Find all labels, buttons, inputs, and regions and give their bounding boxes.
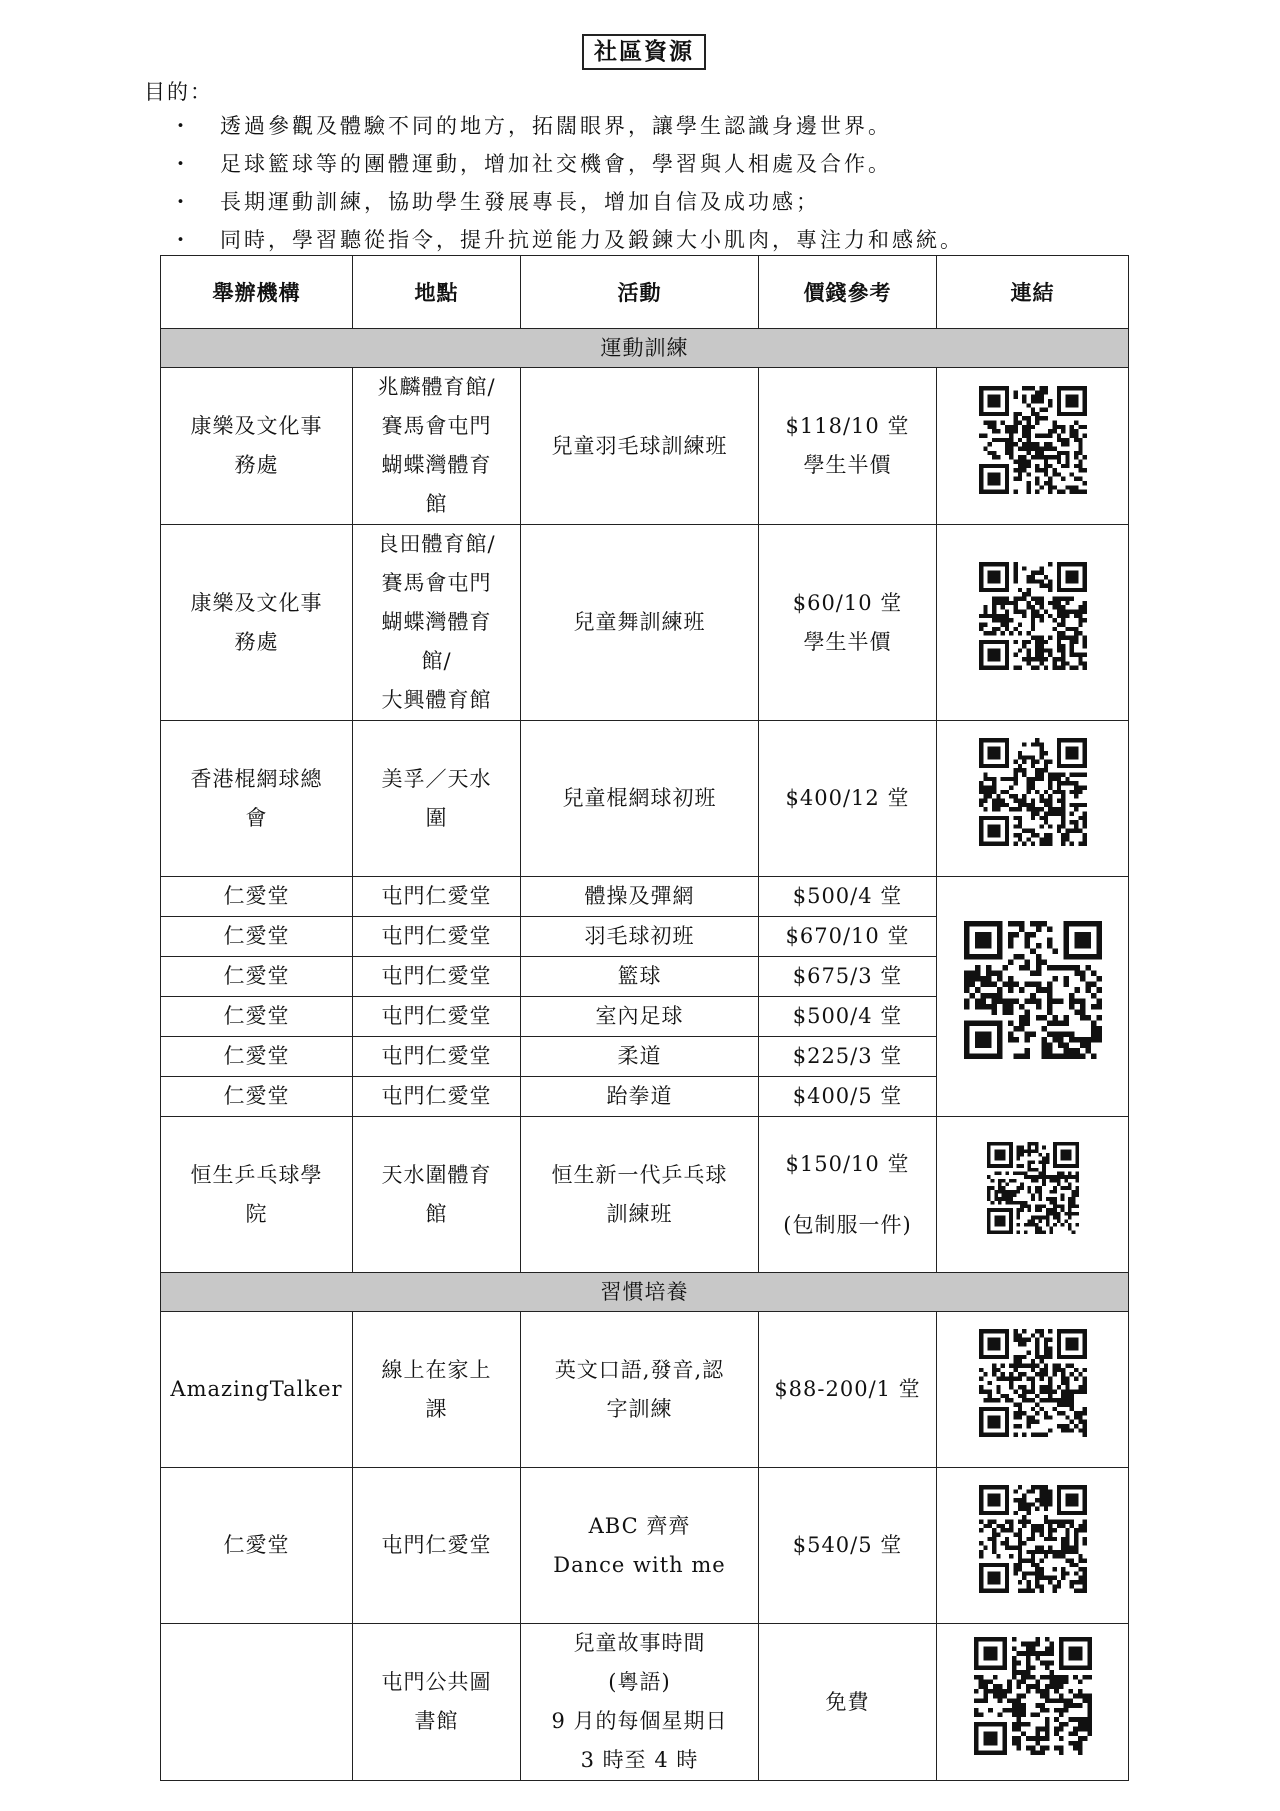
org-cell: 仁愛堂 — [161, 877, 353, 917]
section-habits: 習慣培養 — [161, 1273, 1129, 1312]
activity-cell: 兒童故事時間 (粵語) 9 月的每個星期日 3 時至 4 時 — [521, 1624, 759, 1781]
place-cell: 美孚／天水 圍 — [353, 721, 521, 877]
price-cell: 免費 — [759, 1624, 937, 1781]
price-cell: $400/12 堂 — [759, 721, 937, 877]
qr-code-icon[interactable] — [979, 386, 1087, 494]
section-sports: 運動訓練 — [161, 329, 1129, 368]
price-cell: $675/3 堂 — [759, 957, 937, 997]
org-cell: 仁愛堂 — [161, 1468, 353, 1624]
activity-cell: 室內足球 — [521, 997, 759, 1037]
place-cell: 線上在家上 課 — [353, 1312, 521, 1468]
header-link: 連結 — [937, 256, 1129, 329]
section-row — [161, 1273, 1129, 1312]
activity-cell: 恒生新一代乒乓球 訓練班 — [521, 1117, 759, 1273]
org-cell: 康樂及文化事 務處 — [161, 368, 353, 525]
table-row — [161, 877, 1129, 917]
org-cell: 康樂及文化事 務處 — [161, 525, 353, 721]
header-org: 舉辦機構 — [161, 256, 353, 329]
activity-cell: 羽毛球初班 — [521, 917, 759, 957]
price-cell: $540/5 堂 — [759, 1468, 937, 1624]
table-row — [161, 525, 1129, 721]
activity-cell: 兒童舞訓練班 — [521, 525, 759, 721]
link-cell — [937, 877, 1129, 1117]
org-cell: 仁愛堂 — [161, 1077, 353, 1117]
activity-cell: 籃球 — [521, 957, 759, 997]
link-cell — [937, 525, 1129, 721]
place-cell: 兆麟體育館/ 賽馬會屯門 蝴蝶灣體育 館 — [353, 368, 521, 525]
price-cell: $118/10 堂 學生半價 — [759, 368, 937, 525]
section-row — [161, 329, 1129, 368]
table-row — [161, 368, 1129, 525]
place-cell: 屯門仁愛堂 — [353, 957, 521, 997]
qr-code-icon[interactable] — [979, 1329, 1087, 1437]
org-cell — [161, 1624, 353, 1781]
org-cell: 仁愛堂 — [161, 1037, 353, 1077]
activity-cell: 體操及彈網 — [521, 877, 759, 917]
qr-code-icon[interactable] — [964, 921, 1102, 1059]
page-title: 社區資源 — [582, 34, 706, 70]
org-cell: 仁愛堂 — [161, 997, 353, 1037]
price-cell: $500/4 堂 — [759, 877, 937, 917]
org-cell: 香港棍網球總 會 — [161, 721, 353, 877]
org-cell: AmazingTalker — [161, 1312, 353, 1468]
place-cell: 屯門公共圖 書館 — [353, 1624, 521, 1781]
table-row — [161, 1624, 1129, 1781]
purpose-item: ・ 長期運動訓練，協助學生發展專長，增加自信及成功感； — [170, 190, 820, 214]
activity-cell: 跆拳道 — [521, 1077, 759, 1117]
qr-code-icon[interactable] — [979, 738, 1087, 846]
header-activity: 活動 — [521, 256, 759, 329]
table-header-row — [161, 256, 1129, 329]
link-cell — [937, 368, 1129, 525]
table-row — [161, 721, 1129, 877]
activity-cell: 兒童羽毛球訓練班 — [521, 368, 759, 525]
link-cell — [937, 1312, 1129, 1468]
place-cell: 屯門仁愛堂 — [353, 1077, 521, 1117]
qr-code-icon[interactable] — [979, 1485, 1087, 1593]
price-cell: $88-200/1 堂 — [759, 1312, 937, 1468]
purpose-item: ・ 透過參觀及體驗不同的地方，拓闊眼界，讓學生認識身邊世界。 — [170, 114, 892, 138]
place-cell: 屯門仁愛堂 — [353, 1037, 521, 1077]
activity-cell: 英文口語,發音,認 字訓練 — [521, 1312, 759, 1468]
purpose-label: 目的： — [144, 80, 213, 104]
header-price: 價錢參考 — [759, 256, 937, 329]
link-cell — [937, 1117, 1129, 1273]
link-cell — [937, 1468, 1129, 1624]
resource-table — [160, 255, 1129, 1781]
place-cell: 屯門仁愛堂 — [353, 917, 521, 957]
header-place: 地點 — [353, 256, 521, 329]
qr-code-icon[interactable] — [987, 1138, 1079, 1238]
place-cell: 屯門仁愛堂 — [353, 997, 521, 1037]
org-cell: 仁愛堂 — [161, 957, 353, 997]
purpose-item: ・ 足球籃球等的團體運動，增加社交機會，學習與人相處及合作。 — [170, 152, 892, 176]
link-cell — [937, 721, 1129, 877]
price-cell: $150/10 堂 (包制服一件) — [759, 1117, 937, 1273]
price-cell: $500/4 堂 — [759, 997, 937, 1037]
qr-code-icon[interactable] — [979, 562, 1087, 670]
activity-cell: ABC 齊齊 Dance with me — [521, 1468, 759, 1624]
place-cell: 屯門仁愛堂 — [353, 1468, 521, 1624]
activity-cell: 兒童棍網球初班 — [521, 721, 759, 877]
table-row — [161, 1117, 1129, 1273]
place-cell: 屯門仁愛堂 — [353, 877, 521, 917]
price-cell: $670/10 堂 — [759, 917, 937, 957]
org-cell: 恒生乒乓球學 院 — [161, 1117, 353, 1273]
activity-cell: 柔道 — [521, 1037, 759, 1077]
qr-code-icon[interactable] — [974, 1637, 1092, 1755]
purpose-list — [170, 110, 964, 262]
table-row — [161, 1312, 1129, 1468]
org-cell: 仁愛堂 — [161, 917, 353, 957]
purpose-item: ・ 同時，學習聽從指令，提升抗逆能力及鍛鍊大小肌肉，專注力和感統。 — [170, 228, 964, 252]
place-cell: 良田體育館/ 賽馬會屯門 蝴蝶灣體育 館/ 大興體育館 — [353, 525, 521, 721]
link-cell — [937, 1624, 1129, 1781]
place-cell: 天水圍體育 館 — [353, 1117, 521, 1273]
price-cell: $400/5 堂 — [759, 1077, 937, 1117]
price-cell: $60/10 堂 學生半價 — [759, 525, 937, 721]
table-row — [161, 1468, 1129, 1624]
price-cell: $225/3 堂 — [759, 1037, 937, 1077]
